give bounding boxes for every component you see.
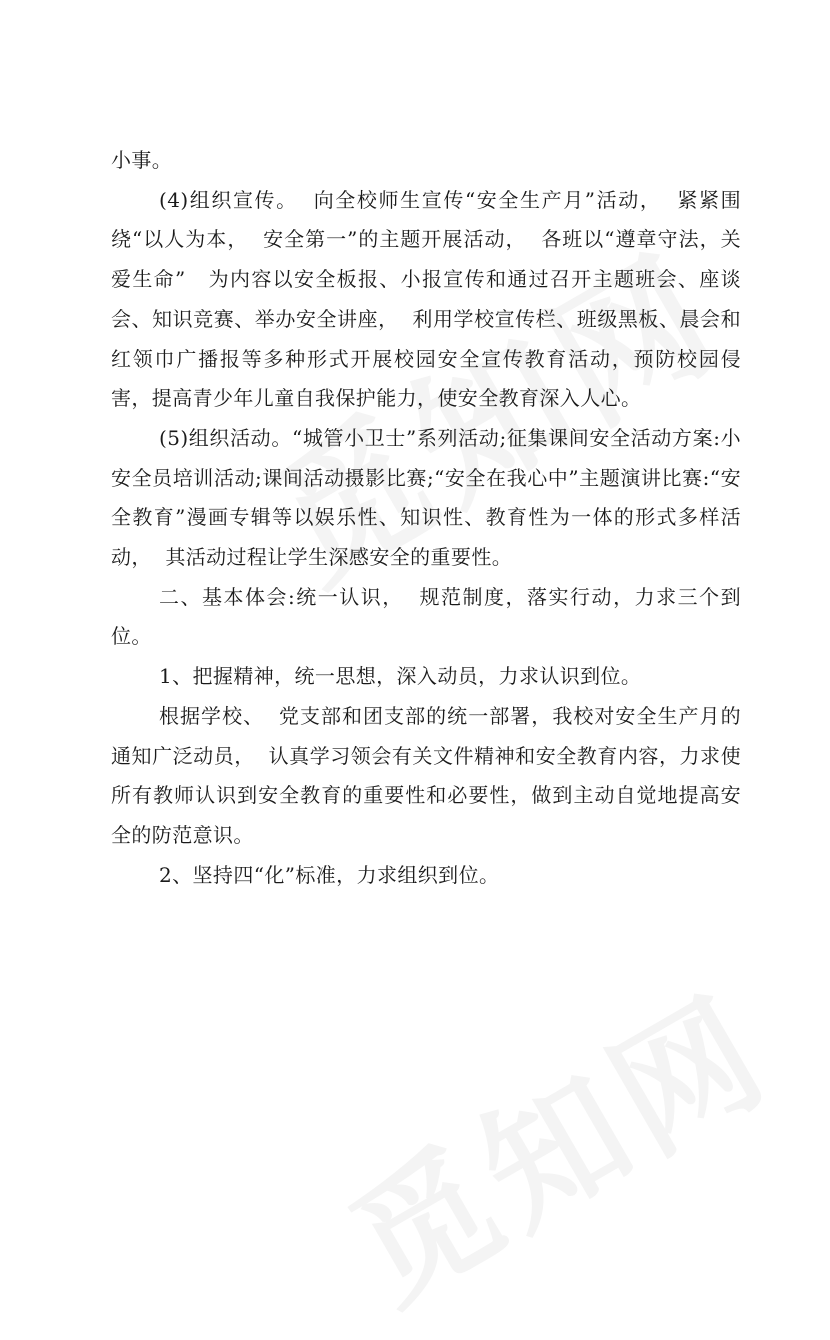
watermark-bottom [310,941,800,1340]
document-body [111,141,741,895]
paragraph: 1、把握精神，统一思想，深入动员，力求认识到位。 [159,664,642,689]
paragraph: 根据学校、 党支部和团支部的统一部署，我校对安全生产月的通知广泛动员， 认真学习领会有关文件精神和安全教育内容，力求使所有教师认识到安全教育的重要性和必要性，做到主动自觉地提高安全的防范意识。 [111,703,741,847]
paragraph: (4)组织宣传。 向全校师生宣传“安全生产月”活动， 紧紧围绕“以人为本， 安全第一”的主题开展活动， 各班以“遵章守法，关爱生命” 为内容以安全板报、小报宣传和通过召开主题班会、座谈会、知识竞赛、举办安全讲座， 利用学校宣传栏、班级黑板、晨会和红领巾广播报等多种形式开展校园安全宣传教育活动，预防校园侵害，提高青少年儿童自我保护能力，使安全教育深入人心。 [111,187,741,411]
paragraph: (5)组织活动。“城管小卫士”系列活动;征集课间安全活动方案:小安全员培训活动;课间活动摄影比赛;“安全在我心中”主题演讲比赛:“安全教育”漫画专辑等以娱乐性、知识性、教育性为一体的形式多样活动， 其活动过程让学生深感安全的重要性。 [111,425,741,570]
paragraph: 二、基本体会:统一认识， 规范制度，落实行动，力求三个到位。 [111,584,741,649]
paragraph: 小事。 [111,148,173,172]
paragraph: 2、坚持四“化”标准，力求组织到位。 [159,862,500,887]
